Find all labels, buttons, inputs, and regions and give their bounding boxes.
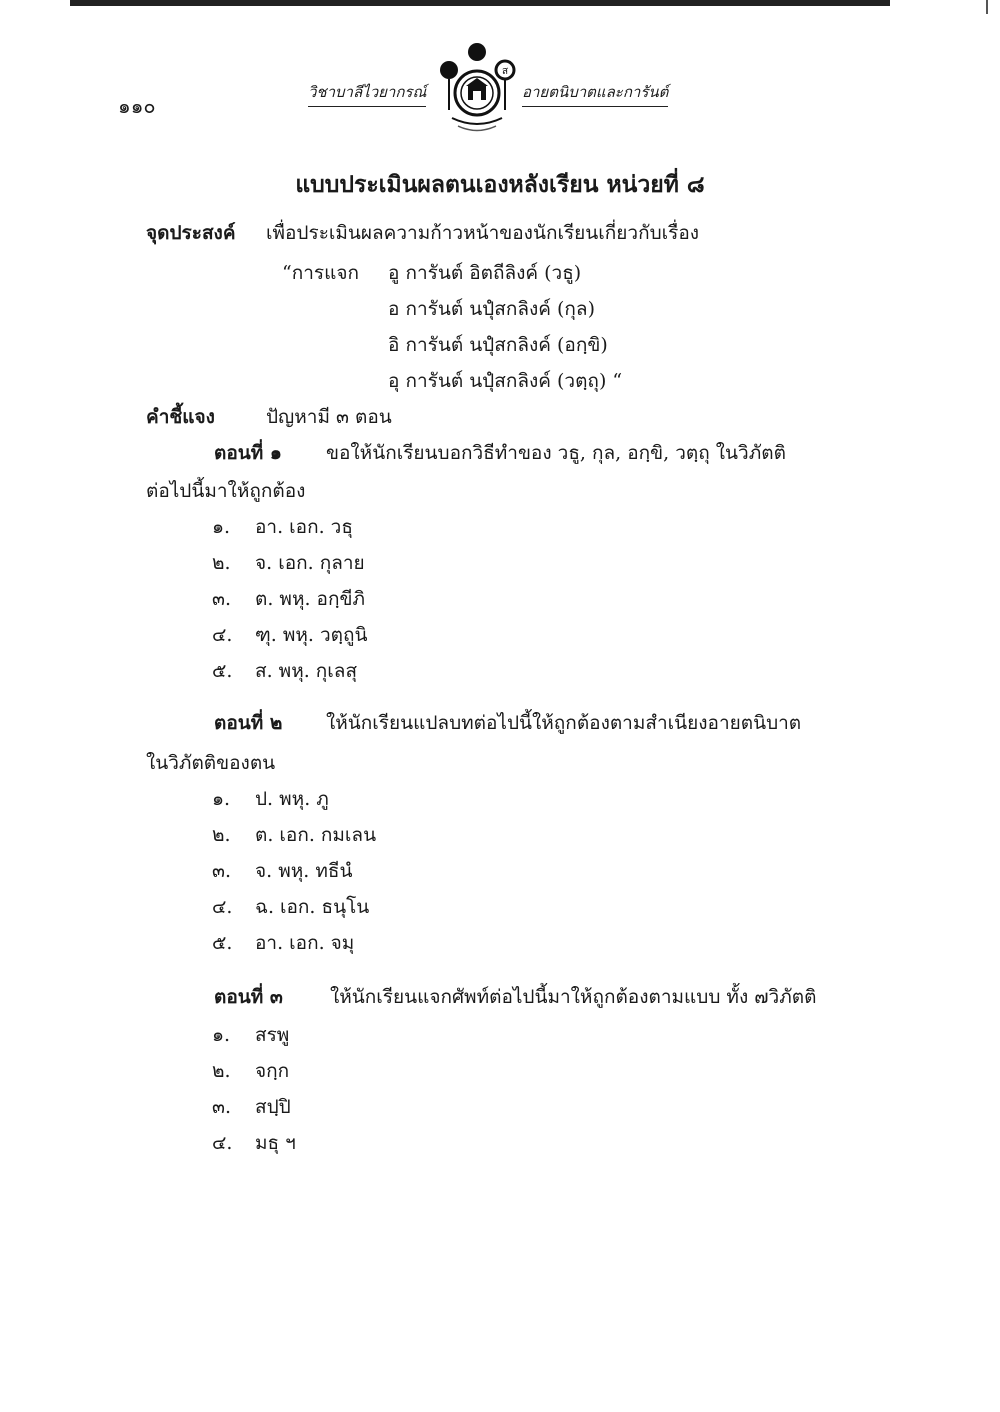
- part1-item-text: จ. เอก. กุลาย: [255, 552, 365, 574]
- part2-item-num: ๔.: [212, 896, 233, 918]
- part1-item-num: ๓.: [212, 588, 232, 610]
- part3-item-num: ๑.: [212, 1024, 231, 1046]
- part1-text-cont: ต่อไปนี้มาให้ถูกต้อง: [146, 480, 306, 502]
- objective-item: อิ การันต์ นปุํสกลิงค์ (อกฺขิ): [388, 334, 608, 356]
- part3-label: ตอนที่ ๓: [214, 986, 283, 1008]
- part1-item-num: ๒.: [212, 552, 231, 574]
- instructions-text: ปัญหามี ๓ ตอน: [266, 406, 392, 428]
- part1-text: ขอให้นักเรียนบอกวิธีทำของ วธู, กุล, อกฺขิ, วตฺถุ ในวิภัตติ: [326, 442, 786, 464]
- objective-item: อู การันต์ อิตถีลิงค์ (วธู): [388, 262, 582, 284]
- part1-item-text: อา. เอก. วธุ: [255, 516, 353, 538]
- part1-item-num: ๔.: [212, 624, 233, 646]
- part1-item-text: ฑุ. พหุ. วตฺถูนิ: [255, 624, 368, 646]
- header-left-title: วิชาบาลีไวยากรณ์: [308, 80, 426, 107]
- part1-item-num: ๕.: [212, 660, 233, 682]
- part2-item-text: ป. พหุ. ภู: [255, 788, 329, 810]
- part2-item-text: อา. เอก. จมุ: [255, 932, 355, 954]
- part3-item-num: ๓.: [212, 1096, 232, 1118]
- part3-text: ให้นักเรียนแจกศัพท์ต่อไปนี้มาให้ถูกต้องตามแบบ ทั้ง ๗วิภัตติ: [330, 986, 817, 1008]
- objective-lead: “การแจก: [282, 262, 359, 284]
- instructions-label: คำชี้แจง: [146, 406, 215, 428]
- page-title: แบบประเมินผลตนเองหลังเรียน หน่วยที่ ๘: [295, 171, 705, 198]
- objective-text: เพื่อประเมินผลความก้าวหน้าของนักเรียนเกี่ยวกับเรื่อง: [266, 222, 700, 244]
- part3-item-text: จกฺก: [255, 1060, 290, 1082]
- part2-item-text: จ. พหุ. ทธีนํ: [255, 860, 353, 882]
- part3-item-text: สปฺปิ: [255, 1096, 291, 1118]
- part1-item-num: ๑.: [212, 516, 231, 538]
- part1-item-text: ส. พหุ. กุเลสุ: [255, 660, 358, 682]
- part3-item-text: มธุ ฯ: [255, 1132, 296, 1154]
- part3-item-num: ๔.: [212, 1132, 233, 1154]
- part2-item-num: ๕.: [212, 932, 233, 954]
- part2-item-num: ๑.: [212, 788, 231, 810]
- part2-item-text: ต. เอก. กมเลน: [255, 824, 377, 846]
- scan-corner-mark: [986, 0, 988, 14]
- top-scan-border: [70, 0, 890, 6]
- institution-emblem-icon: [432, 38, 522, 138]
- part2-text: ให้นักเรียนแปลบทต่อไปนี้ให้ถูกต้องตามสำเนียงอายตนิบาต: [326, 712, 802, 734]
- objective-label: จุดประสงค์: [146, 222, 236, 244]
- part2-text-cont: ในวิภัตติของตน: [146, 752, 276, 774]
- part2-item-num: ๒.: [212, 824, 231, 846]
- objective-item: อ การันต์ นปุํสกลิงค์ (กุล): [388, 298, 595, 320]
- part3-item-text: สรพู: [255, 1024, 290, 1046]
- objective-item: อุ การันต์ นปุํสกลิงค์ (วตฺถุ) “: [388, 370, 623, 392]
- part1-label: ตอนที่ ๑: [214, 442, 282, 464]
- part2-item-num: ๓.: [212, 860, 232, 882]
- part3-item-num: ๒.: [212, 1060, 231, 1082]
- header-right-title: อายตนิบาตและการันต์: [522, 80, 668, 107]
- page-number: ๑๑๐: [118, 94, 156, 118]
- svg-text:ส: ส: [501, 66, 509, 77]
- part2-item-text: ฉ. เอก. ธนุโน: [255, 896, 370, 918]
- part2-label: ตอนที่ ๒: [214, 712, 283, 734]
- part1-item-text: ต. พหุ. อกฺขีภิ: [255, 588, 365, 610]
